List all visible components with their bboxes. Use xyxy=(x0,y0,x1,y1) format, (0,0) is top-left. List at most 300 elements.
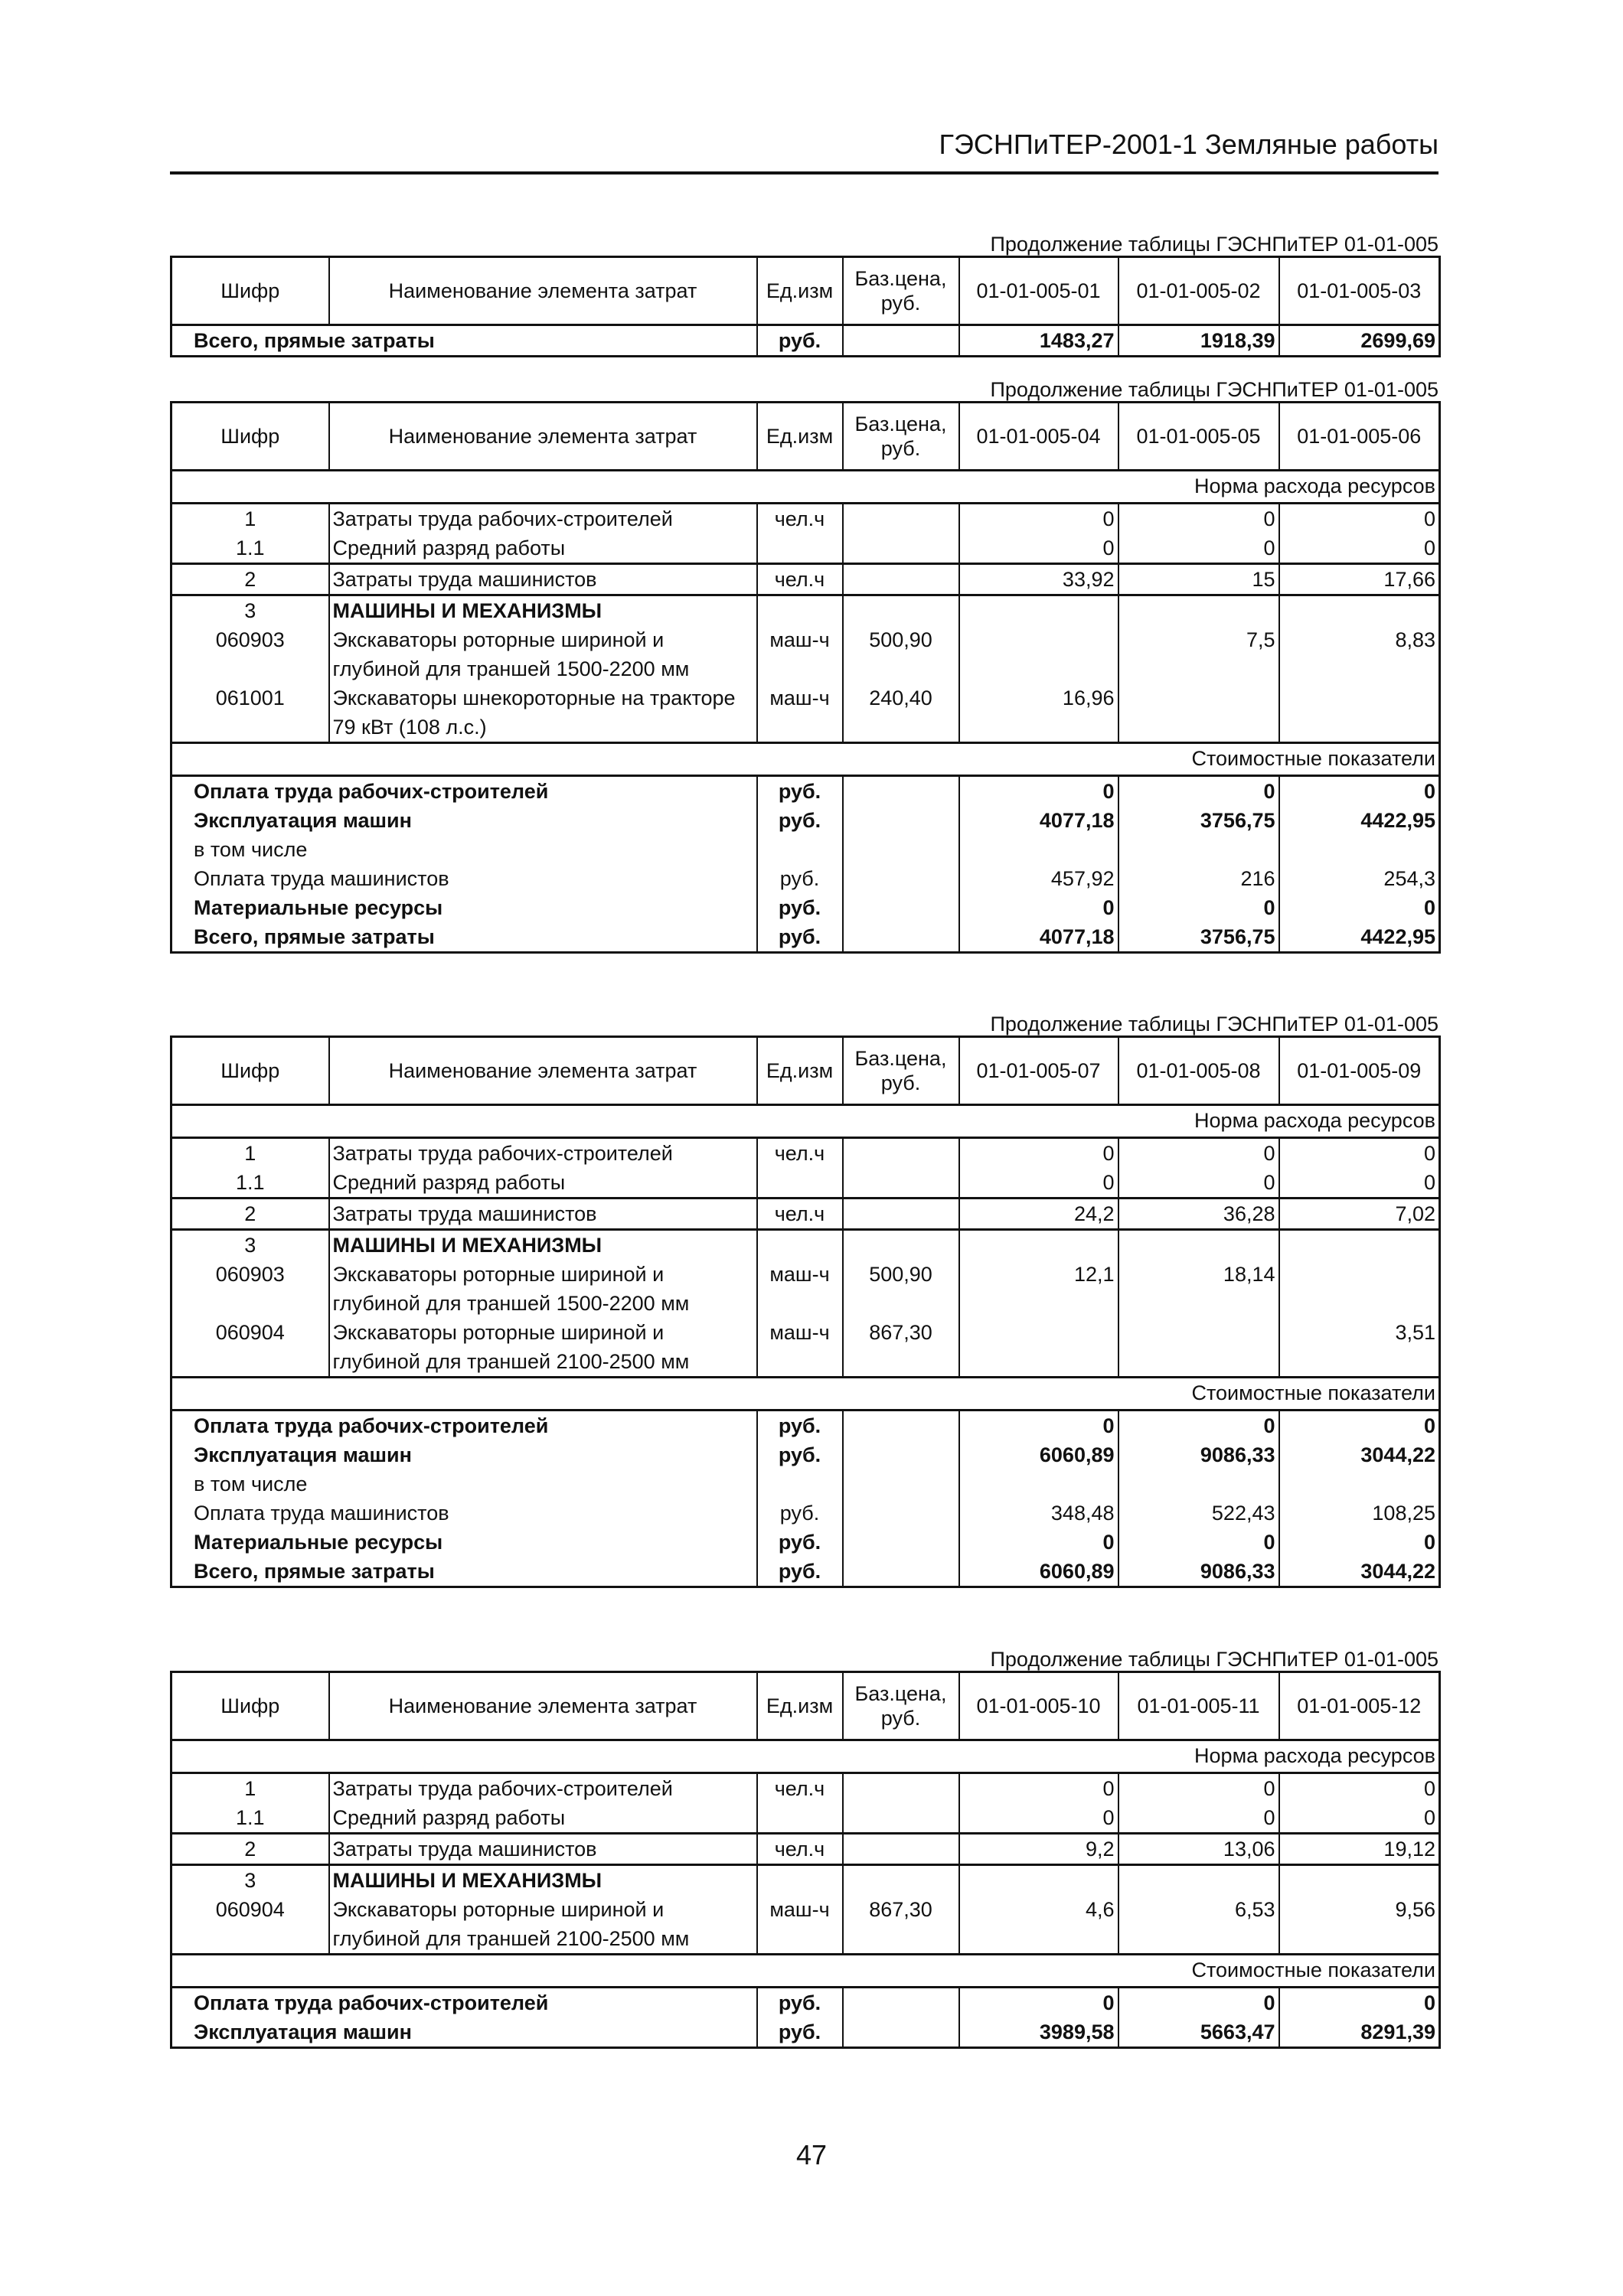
row-value: 0 xyxy=(1279,1803,1440,1834)
table-row xyxy=(171,1834,1440,1865)
cost-price xyxy=(843,806,959,835)
row-price: 500,90 xyxy=(843,625,959,683)
row-value xyxy=(959,1318,1118,1378)
row-value: 0 xyxy=(959,504,1118,534)
cost-unit: руб. xyxy=(757,922,843,953)
row-unit: маш-ч xyxy=(757,1260,843,1318)
cost-unit: руб. xyxy=(757,1440,843,1469)
row-unit: маш-ч xyxy=(757,683,843,743)
section-label-costs: Стоимостные показатели xyxy=(171,743,1440,776)
resource-table-2 xyxy=(170,378,1438,954)
cost-value: 0 xyxy=(959,776,1118,807)
cost-value: 3044,22 xyxy=(1279,1557,1440,1587)
cost-name: Эксплуатация машин xyxy=(171,2017,757,2048)
cost-value: 348,48 xyxy=(959,1499,1118,1528)
row-value: 6,53 xyxy=(1118,1895,1279,1955)
cost-unit: руб. xyxy=(757,2017,843,2048)
row-unit xyxy=(757,1865,843,1896)
cost-value xyxy=(1118,835,1279,864)
row-name: Затраты труда машинистов xyxy=(329,1199,757,1230)
row-unit xyxy=(757,533,843,564)
cost-value: 0 xyxy=(1118,893,1279,922)
row-name: МАШИНЫ И МЕХАНИЗМЫ xyxy=(329,595,757,626)
cost-unit: руб. xyxy=(757,806,843,835)
row-code: 060903 xyxy=(171,625,329,683)
cost-row xyxy=(171,2017,1440,2048)
row-name: Экскаваторы роторные шириной и глубиной для траншей 2100-2500 мм xyxy=(329,1895,757,1955)
cost-value: 0 xyxy=(959,1988,1118,2018)
cost-value: 8291,39 xyxy=(1279,2017,1440,2048)
row-name: Экскаваторы шнекороторные на тракторе 79 кВт (108 л.с.) xyxy=(329,683,757,743)
cost-price xyxy=(843,2017,959,2048)
row-value: 7,5 xyxy=(1118,625,1279,683)
row-value xyxy=(1118,1230,1279,1261)
row-price: 867,30 xyxy=(843,1318,959,1378)
section-row-costs xyxy=(171,1955,1440,1988)
cost-row xyxy=(171,325,1440,357)
row-value xyxy=(1279,1865,1440,1896)
cost-value: 0 xyxy=(959,1528,1118,1557)
cost-value: 2699,69 xyxy=(1279,325,1440,357)
cost-price xyxy=(843,1469,959,1499)
cost-value: 1918,39 xyxy=(1118,325,1279,357)
header-name: Наименование элемента затрат xyxy=(329,1672,757,1740)
row-unit: чел.ч xyxy=(757,1834,843,1865)
cost-value: 0 xyxy=(1118,1411,1279,1441)
row-value: 9,56 xyxy=(1279,1895,1440,1955)
cost-value: 216 xyxy=(1118,864,1279,893)
header-row xyxy=(171,403,1440,471)
cost-price xyxy=(843,1411,959,1441)
table-row xyxy=(171,1230,1440,1261)
row-value xyxy=(959,625,1118,683)
header-rate-code: 01-01-005-11 xyxy=(1118,1672,1279,1740)
cost-value: 1483,27 xyxy=(959,325,1118,357)
table-row xyxy=(171,1318,1440,1378)
row-name: Затраты труда машинистов xyxy=(329,564,757,595)
cost-table xyxy=(170,401,1441,954)
row-price xyxy=(843,504,959,534)
cost-name: Оплата труда машинистов xyxy=(171,864,757,893)
cost-name: в том числе xyxy=(171,1469,757,1499)
header-unit: Ед.изм xyxy=(757,1672,843,1740)
cost-row xyxy=(171,1440,1440,1469)
row-value: 9,2 xyxy=(959,1834,1118,1865)
cost-value xyxy=(959,1469,1118,1499)
row-name: Экскаваторы роторные шириной и глубиной для траншей 1500-2200 мм xyxy=(329,625,757,683)
header-rate-code: 01-01-005-01 xyxy=(959,257,1118,325)
row-unit: чел.ч xyxy=(757,1773,843,1804)
row-value xyxy=(1279,1230,1440,1261)
row-unit: чел.ч xyxy=(757,1138,843,1169)
row-value: 0 xyxy=(1118,1773,1279,1804)
row-value: 0 xyxy=(1279,504,1440,534)
cost-unit: руб. xyxy=(757,1528,843,1557)
row-value: 19,12 xyxy=(1279,1834,1440,1865)
row-code: 060904 xyxy=(171,1895,329,1955)
header-rate-code: 01-01-005-06 xyxy=(1279,403,1440,471)
row-value: 0 xyxy=(1118,1168,1279,1199)
header-code: Шифр xyxy=(171,1672,329,1740)
row-price xyxy=(843,1199,959,1230)
cost-name: Всего, прямые затраты xyxy=(171,1557,757,1587)
cost-unit: руб. xyxy=(757,1411,843,1441)
section-row-norms xyxy=(171,1740,1440,1773)
header-rate-code: 01-01-005-12 xyxy=(1279,1672,1440,1740)
cost-value: 9086,33 xyxy=(1118,1557,1279,1587)
cost-row xyxy=(171,1469,1440,1499)
row-price xyxy=(843,1773,959,1804)
table-row xyxy=(171,533,1440,564)
header-code: Шифр xyxy=(171,257,329,325)
row-code: 061001 xyxy=(171,683,329,743)
row-value: 13,06 xyxy=(1118,1834,1279,1865)
section-label-costs: Стоимостные показатели xyxy=(171,1955,1440,1988)
section-label-norms: Норма расхода ресурсов xyxy=(171,1740,1440,1773)
row-value xyxy=(1279,595,1440,626)
row-unit xyxy=(757,1803,843,1834)
cost-value xyxy=(1279,835,1440,864)
row-value: 0 xyxy=(1279,533,1440,564)
row-name: МАШИНЫ И МЕХАНИЗМЫ xyxy=(329,1230,757,1261)
cost-value: 0 xyxy=(1279,893,1440,922)
cost-value: 4077,18 xyxy=(959,922,1118,953)
table-row xyxy=(171,1773,1440,1804)
cost-unit: руб. xyxy=(757,1988,843,2018)
cost-value xyxy=(959,835,1118,864)
cost-row xyxy=(171,1499,1440,1528)
cost-unit: руб. xyxy=(757,1499,843,1528)
cost-name: Всего, прямые затраты xyxy=(171,922,757,953)
table-row xyxy=(171,564,1440,595)
cost-table xyxy=(170,1035,1441,1588)
cost-price xyxy=(843,1528,959,1557)
cost-value: 5663,47 xyxy=(1118,2017,1279,2048)
row-code: 3 xyxy=(171,1865,329,1896)
cost-price xyxy=(843,325,959,357)
cost-unit: руб. xyxy=(757,325,843,357)
row-code: 2 xyxy=(171,1834,329,1865)
header-rate-code: 01-01-005-05 xyxy=(1118,403,1279,471)
header-rate-code: 01-01-005-09 xyxy=(1279,1037,1440,1105)
cost-price xyxy=(843,864,959,893)
row-name: Экскаваторы роторные шириной и глубиной для траншей 2100-2500 мм xyxy=(329,1318,757,1378)
row-code: 1.1 xyxy=(171,533,329,564)
header-rate-code: 01-01-005-02 xyxy=(1118,257,1279,325)
cost-value: 0 xyxy=(1279,1411,1440,1441)
row-price xyxy=(843,1138,959,1169)
cost-table xyxy=(170,256,1441,357)
cost-value: 522,43 xyxy=(1118,1499,1279,1528)
cost-value: 4077,18 xyxy=(959,806,1118,835)
row-unit xyxy=(757,595,843,626)
table-caption: Продолжение таблицы ГЭСНПиТЕР 01-01-005 xyxy=(990,378,1438,401)
row-value: 0 xyxy=(1279,1773,1440,1804)
resource-table-4 xyxy=(170,1648,1438,2049)
cost-price xyxy=(843,1557,959,1587)
cost-value: 3756,75 xyxy=(1118,922,1279,953)
table-row xyxy=(171,595,1440,626)
section-label-costs: Стоимостные показатели xyxy=(171,1378,1440,1411)
row-code: 1 xyxy=(171,1773,329,1804)
row-value: 0 xyxy=(1279,1168,1440,1199)
header-name: Наименование элемента затрат xyxy=(329,1037,757,1105)
row-name: Экскаваторы роторные шириной и глубиной для траншей 1500-2200 мм xyxy=(329,1260,757,1318)
cost-value: 0 xyxy=(1118,1528,1279,1557)
section-label-norms: Норма расхода ресурсов xyxy=(171,1105,1440,1138)
row-price xyxy=(843,1168,959,1199)
cost-unit xyxy=(757,835,843,864)
cost-name: Оплата труда рабочих-строителей xyxy=(171,1411,757,1441)
row-unit: маш-ч xyxy=(757,1895,843,1955)
table-row xyxy=(171,1168,1440,1199)
row-code: 1 xyxy=(171,504,329,534)
header-rule xyxy=(170,171,1438,174)
cost-name: Оплата труда машинистов xyxy=(171,1499,757,1528)
row-value: 18,14 xyxy=(1118,1260,1279,1318)
cost-row xyxy=(171,1411,1440,1441)
header-rate-code: 01-01-005-03 xyxy=(1279,257,1440,325)
header-unit: Ед.изм xyxy=(757,1037,843,1105)
cost-value: 6060,89 xyxy=(959,1557,1118,1587)
cost-value: 6060,89 xyxy=(959,1440,1118,1469)
cost-name: Оплата труда рабочих-строителей xyxy=(171,1988,757,2018)
row-value xyxy=(959,595,1118,626)
row-code: 1 xyxy=(171,1138,329,1169)
table-caption: Продолжение таблицы ГЭСНПиТЕР 01-01-005 xyxy=(990,1648,1438,1671)
table-row xyxy=(171,625,1440,683)
cost-name: Материальные ресурсы xyxy=(171,893,757,922)
cost-unit: руб. xyxy=(757,1557,843,1587)
cost-value: 3756,75 xyxy=(1118,806,1279,835)
header-code: Шифр xyxy=(171,403,329,471)
cost-price xyxy=(843,922,959,953)
cost-table xyxy=(170,1671,1441,2049)
cost-row xyxy=(171,806,1440,835)
row-value: 12,1 xyxy=(959,1260,1118,1318)
header-rate-code: 01-01-005-07 xyxy=(959,1037,1118,1105)
page-number: 47 xyxy=(795,2139,828,2170)
row-value: 0 xyxy=(1279,1138,1440,1169)
cost-unit xyxy=(757,1469,843,1499)
row-price xyxy=(843,1834,959,1865)
cost-price xyxy=(843,1440,959,1469)
header-code: Шифр xyxy=(171,1037,329,1105)
cost-value: 0 xyxy=(1118,776,1279,807)
cost-row xyxy=(171,776,1440,807)
table-row xyxy=(171,504,1440,534)
row-name: Затраты труда рабочих-строителей xyxy=(329,1773,757,1804)
row-price xyxy=(843,1230,959,1261)
row-value: 33,92 xyxy=(959,564,1118,595)
row-unit xyxy=(757,1230,843,1261)
row-value xyxy=(1279,1260,1440,1318)
row-price xyxy=(843,595,959,626)
section-row-norms xyxy=(171,1105,1440,1138)
cost-price xyxy=(843,1988,959,2018)
row-name: Средний разряд работы xyxy=(329,533,757,564)
row-value: 0 xyxy=(1118,504,1279,534)
table-caption: Продолжение таблицы ГЭСНПиТЕР 01-01-005 xyxy=(990,233,1438,256)
row-value: 7,02 xyxy=(1279,1199,1440,1230)
cost-name: Оплата труда рабочих-строителей xyxy=(171,776,757,807)
section-row-costs xyxy=(171,1378,1440,1411)
header-unit: Ед.изм xyxy=(757,257,843,325)
row-value: 4,6 xyxy=(959,1895,1118,1955)
cost-value: 0 xyxy=(1279,776,1440,807)
table-row xyxy=(171,1865,1440,1896)
cost-unit: руб. xyxy=(757,864,843,893)
row-name: Средний разряд работы xyxy=(329,1168,757,1199)
row-value xyxy=(959,1230,1118,1261)
row-value: 24,2 xyxy=(959,1199,1118,1230)
row-value: 15 xyxy=(1118,564,1279,595)
row-price xyxy=(843,533,959,564)
row-value: 0 xyxy=(1118,1138,1279,1169)
cost-name: Эксплуатация машин xyxy=(171,1440,757,1469)
row-value: 0 xyxy=(959,1803,1118,1834)
row-code: 2 xyxy=(171,564,329,595)
cost-name: Эксплуатация машин xyxy=(171,806,757,835)
cost-unit: руб. xyxy=(757,776,843,807)
resource-table-1 xyxy=(170,233,1438,357)
cost-row xyxy=(171,1988,1440,2018)
row-code: 060904 xyxy=(171,1318,329,1378)
row-price xyxy=(843,1803,959,1834)
cost-value: 4422,95 xyxy=(1279,922,1440,953)
table-row xyxy=(171,1138,1440,1169)
row-value: 0 xyxy=(1118,533,1279,564)
cost-row xyxy=(171,864,1440,893)
table-row xyxy=(171,1260,1440,1318)
row-value: 36,28 xyxy=(1118,1199,1279,1230)
row-unit: чел.ч xyxy=(757,504,843,534)
resource-table-3 xyxy=(170,1013,1438,1588)
row-value: 8,83 xyxy=(1279,625,1440,683)
row-value xyxy=(1118,683,1279,743)
row-value xyxy=(959,1865,1118,1896)
row-value: 0 xyxy=(1118,1803,1279,1834)
cost-row xyxy=(171,835,1440,864)
row-code: 1.1 xyxy=(171,1168,329,1199)
cost-value: 9086,33 xyxy=(1118,1440,1279,1469)
cost-name: Материальные ресурсы xyxy=(171,1528,757,1557)
row-name: Затраты труда машинистов xyxy=(329,1834,757,1865)
row-value xyxy=(1279,683,1440,743)
row-code: 1.1 xyxy=(171,1803,329,1834)
row-value: 0 xyxy=(959,533,1118,564)
header-rate-code: 01-01-005-10 xyxy=(959,1672,1118,1740)
section-label-norms: Норма расхода ресурсов xyxy=(171,471,1440,504)
row-name: Средний разряд работы xyxy=(329,1803,757,1834)
row-value: 17,66 xyxy=(1279,564,1440,595)
row-price xyxy=(843,564,959,595)
header-rate-code: 01-01-005-08 xyxy=(1118,1037,1279,1105)
cost-row xyxy=(171,1528,1440,1557)
row-value: 0 xyxy=(959,1773,1118,1804)
row-name: Затраты труда рабочих-строителей xyxy=(329,504,757,534)
header-row xyxy=(171,257,1440,325)
header-price: Баз.цена, руб. xyxy=(843,257,959,325)
row-name: МАШИНЫ И МЕХАНИЗМЫ xyxy=(329,1865,757,1896)
row-price: 240,40 xyxy=(843,683,959,743)
row-value: 0 xyxy=(959,1168,1118,1199)
cost-value: 0 xyxy=(1279,1528,1440,1557)
cost-row xyxy=(171,893,1440,922)
row-price: 867,30 xyxy=(843,1895,959,1955)
row-unit: чел.ч xyxy=(757,564,843,595)
row-value: 3,51 xyxy=(1279,1318,1440,1378)
cost-price xyxy=(843,1499,959,1528)
cost-value: 457,92 xyxy=(959,864,1118,893)
row-code: 2 xyxy=(171,1199,329,1230)
row-value: 0 xyxy=(959,1138,1118,1169)
row-name: Затраты труда рабочих-строителей xyxy=(329,1138,757,1169)
table-caption: Продолжение таблицы ГЭСНПиТЕР 01-01-005 xyxy=(990,1013,1438,1035)
cost-value: 4422,95 xyxy=(1279,806,1440,835)
cost-value: 0 xyxy=(1279,1988,1440,2018)
running-header: ГЭСНПиТЕР-2001-1 Земляные работы xyxy=(939,129,1438,160)
cost-value: 0 xyxy=(959,893,1118,922)
cost-price xyxy=(843,893,959,922)
row-code: 060903 xyxy=(171,1260,329,1318)
header-name: Наименование элемента затрат xyxy=(329,257,757,325)
row-price: 500,90 xyxy=(843,1260,959,1318)
row-unit: маш-ч xyxy=(757,625,843,683)
cost-value: 3044,22 xyxy=(1279,1440,1440,1469)
row-value xyxy=(1118,1865,1279,1896)
header-row xyxy=(171,1672,1440,1740)
row-unit xyxy=(757,1168,843,1199)
cost-value: 0 xyxy=(959,1411,1118,1441)
header-name: Наименование элемента затрат xyxy=(329,403,757,471)
row-value xyxy=(1118,1318,1279,1378)
cost-value xyxy=(1279,1469,1440,1499)
cost-unit: руб. xyxy=(757,893,843,922)
header-price: Баз.цена, руб. xyxy=(843,1037,959,1105)
section-row-norms xyxy=(171,471,1440,504)
row-unit: маш-ч xyxy=(757,1318,843,1378)
header-unit: Ед.изм xyxy=(757,403,843,471)
header-rate-code: 01-01-005-04 xyxy=(959,403,1118,471)
cost-name: Всего, прямые затраты xyxy=(171,325,757,357)
cost-price xyxy=(843,776,959,807)
table-row xyxy=(171,1895,1440,1955)
cost-value: 108,25 xyxy=(1279,1499,1440,1528)
row-unit: чел.ч xyxy=(757,1199,843,1230)
table-row xyxy=(171,1199,1440,1230)
row-code: 3 xyxy=(171,1230,329,1261)
cost-name: в том числе xyxy=(171,835,757,864)
row-code: 3 xyxy=(171,595,329,626)
cost-value: 3989,58 xyxy=(959,2017,1118,2048)
header-row xyxy=(171,1037,1440,1105)
cost-row xyxy=(171,922,1440,953)
cost-value: 0 xyxy=(1118,1988,1279,2018)
header-price: Баз.цена, руб. xyxy=(843,403,959,471)
row-price xyxy=(843,1865,959,1896)
cost-value xyxy=(1118,1469,1279,1499)
cost-value: 254,3 xyxy=(1279,864,1440,893)
cost-price xyxy=(843,835,959,864)
table-row xyxy=(171,683,1440,743)
cost-row xyxy=(171,1557,1440,1587)
row-value: 16,96 xyxy=(959,683,1118,743)
table-row xyxy=(171,1803,1440,1834)
header-price: Баз.цена, руб. xyxy=(843,1672,959,1740)
row-value xyxy=(1118,595,1279,626)
section-row-costs xyxy=(171,743,1440,776)
